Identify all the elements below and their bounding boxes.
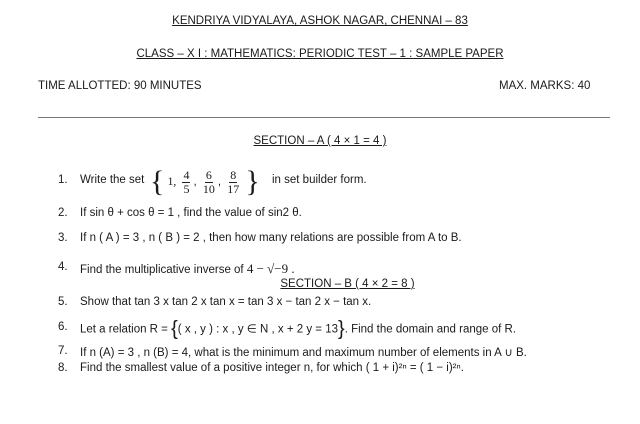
question-number: 4. <box>58 261 68 273</box>
question-1 <box>0 165 640 197</box>
question-number: 6. <box>58 321 68 333</box>
set-element: 1, <box>167 176 177 189</box>
math-expression: 4 − √−9 . <box>246 261 295 276</box>
question-text: If sin θ + cos θ = 1 , find the value of sin2 θ. <box>80 207 302 219</box>
school-name-text: KENDRIYA VIDYALAYA, ASHOK NAGAR, CHENNAI – 83 <box>172 15 468 27</box>
question-text: Show that tan 3 x tan 2 x tan x = tan 3 x − tan 2 x − tan x. <box>80 296 372 308</box>
paper-title <box>0 48 640 60</box>
question-number: 2. <box>58 207 68 219</box>
question-text-end: . Find the domain and range of R. <box>344 323 517 336</box>
time-allotted: TIME ALLOTTED: 90 MINUTES <box>38 80 202 92</box>
school-name <box>0 15 640 27</box>
question-text: If n ( A ) = 3 , n ( B ) = 2 , then how many relations are possible from A to B. <box>80 232 462 244</box>
question-number: 7. <box>58 345 68 357</box>
question-text: Find the multiplicative inverse of <box>80 264 244 276</box>
set-expression: ( x , y ) : x , y ∈ N , x + 2 y = 13 <box>177 323 338 336</box>
question-text-wrap <box>80 261 295 277</box>
section-b-title <box>0 278 640 290</box>
question-number: 3. <box>58 232 68 244</box>
set-expression: { 1, $\frac{4}{5}$ , $\frac{6}{10}$ , $\frac{8}{17}$ } <box>150 165 260 198</box>
section-a-text: SECTION – A ( 4 × 1 = 4 ) <box>253 135 387 147</box>
section-b-text: SECTION – B ( 4 × 2 = 8 ) <box>280 278 415 290</box>
question-number: 1. <box>58 174 68 186</box>
paper-title-text: CLASS – X I : MATHEMATICS: PERIODIC TEST – 1 : SAMPLE PAPER <box>136 48 504 60</box>
question-number: 8. <box>58 362 68 374</box>
question-text-end: in set builder form. <box>272 174 367 186</box>
question-number: 5. <box>58 296 68 308</box>
fraction: $\frac{6}{10}$ <box>202 167 215 196</box>
question-text: If n (A) = 3 , n (B) = 4, what is the minimum and maximum number of elements in A ∪ B. <box>80 347 527 359</box>
section-a-title <box>0 135 640 147</box>
divider <box>38 117 610 118</box>
fraction: $\frac{8}{17}$ <box>227 167 240 196</box>
question-text: Write the set <box>80 174 145 186</box>
question-text: Let a relation R = <box>80 323 168 336</box>
question-text-wrap: Let a relation R = {( x , y ) : x , y ∈ N , x + 2 y = 13}. Find the domain and range of R. <box>80 318 517 340</box>
fraction: $\frac{4}{5}$ <box>183 167 190 196</box>
max-marks: MAX. MARKS: 40 <box>499 80 591 92</box>
question-text: Find the smallest value of a positive integer n, for which ( 1 + i)²ⁿ = ( 1 − i)²ⁿ. <box>80 362 464 374</box>
